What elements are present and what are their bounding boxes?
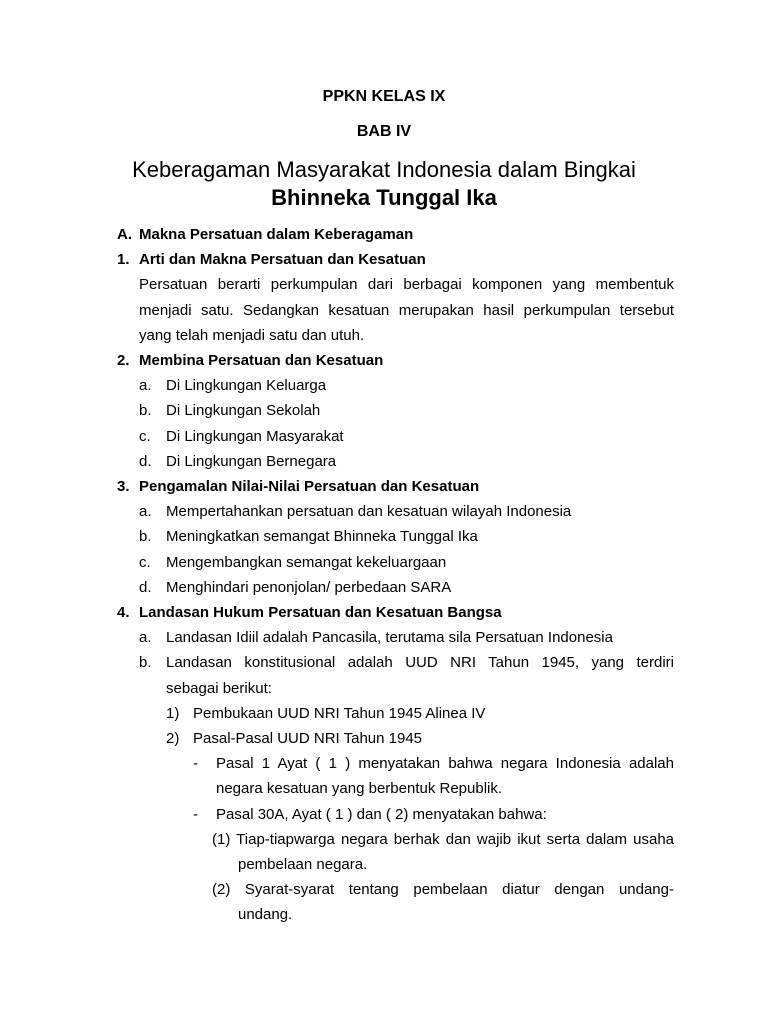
list-item: Di Lingkungan Keluarga [166,377,327,394]
list-item-marker: b. [139,654,152,671]
list-item: Di Lingkungan Sekolah [166,402,321,419]
list-item: Di Lingkungan Masyarakat [166,428,344,445]
article-clause-continuation: undang. [238,906,293,923]
section-1-heading: Arti dan Makna Persatuan dan Kesatuan [139,251,426,268]
list-item-marker: a. [139,629,152,646]
section-1-marker: 1. [117,251,130,268]
dash-bullet: - [193,806,198,823]
section-a-heading: Makna Persatuan dalam Keberagaman [139,226,414,243]
subject-heading: PPKN KELAS IX [322,88,446,105]
list-item: Di Lingkungan Bernegara [166,453,337,470]
dash-bullet: - [193,755,198,772]
section-3-heading: Pengamalan Nilai-Nilai Persatuan dan Kesatuan [139,478,480,495]
list-item-marker: d. [139,453,152,470]
section-4-heading: Landasan Hukum Persatuan dan Kesatuan Bangsa [139,604,502,621]
dash-item: Pasal 1 Ayat ( 1 ) menyatakan bahwa negara Indonesia adalah [216,755,674,772]
numbered-item: Pasal-Pasal UUD NRI Tahun 1945 [193,730,423,747]
dash-item: Pasal 30A, Ayat ( 1 ) dan ( 2) menyatakan bahwa: [216,806,547,823]
numbered-item: Pembukaan UUD NRI Tahun 1945 Alinea IV [193,705,486,722]
list-item: Mengembangkan semangat kekeluargaan [166,554,447,571]
list-item-marker: c. [139,554,151,571]
list-item: Meningkatkan semangat Bhinneka Tunggal Ika [166,528,478,545]
list-item: Landasan Idiil adalah Pancasila, terutama sila Persatuan Indonesia [166,629,613,646]
list-item-marker: b. [139,528,152,545]
section-1-paragraph-line: menjadi satu. Sedangkan kesatuan merupakan hasil perkumpulan tersebut [139,302,674,319]
section-1-paragraph-line: yang telah menjadi satu dan utuh. [139,327,365,344]
numbered-item-marker: 1) [166,705,180,722]
page-title-line-1: Keberagaman Masyarakat Indonesia dalam Bingkai [132,157,636,182]
section-a-marker: A. [117,226,132,243]
list-item: Menghindari penonjolan/ perbedaan SARA [166,579,452,596]
list-item-marker: a. [139,503,152,520]
numbered-item-marker: 2) [166,730,180,747]
section-1-paragraph-line: Persatuan berarti perkumpulan dari berbagai komponen yang membentuk [139,276,674,293]
section-2-marker: 2. [117,352,130,369]
section-4-marker: 4. [117,604,130,621]
article-clause: (2) Syarat-syarat tentang pembelaan diatur dengan undang- [212,881,674,898]
chapter-heading: BAB IV [356,123,412,140]
list-item: Mempertahankan persatuan dan kesatuan wilayah Indonesia [166,503,572,520]
list-item-marker: a. [139,377,152,394]
section-2-heading: Membina Persatuan dan Kesatuan [139,352,384,369]
list-item-marker: c. [139,428,151,445]
article-clause: (1) Tiap-tiapwarga negara berhak dan wajib ikut serta dalam usaha [212,831,674,848]
list-item-continuation: sebagai berikut: [166,680,272,697]
list-item: Landasan konstitusional adalah UUD NRI Tahun 1945, yang terdiri [166,654,674,671]
list-item-marker: d. [139,579,152,596]
dash-item-continuation: negara kesatuan yang berbentuk Republik. [216,780,503,797]
article-clause-continuation: pembelaan negara. [238,856,368,873]
list-item-marker: b. [139,402,152,419]
section-3-marker: 3. [117,478,130,495]
page-title-line-2: Bhinneka Tunggal Ika [271,185,497,210]
